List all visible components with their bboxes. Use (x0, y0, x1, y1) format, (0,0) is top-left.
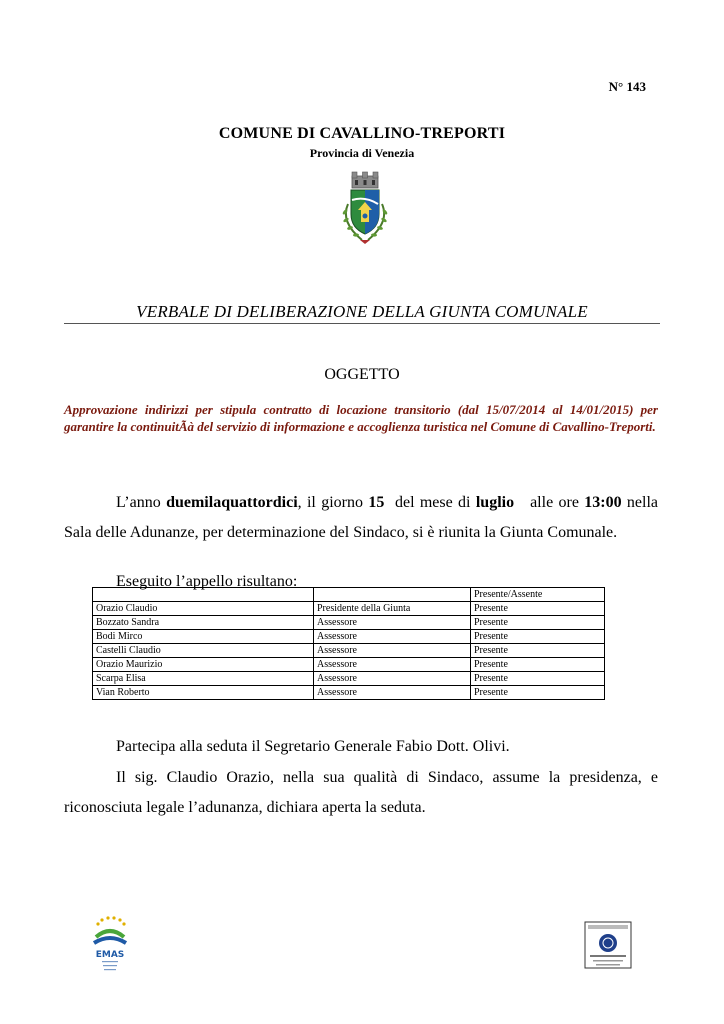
member-status: Presente (471, 658, 605, 672)
session-day: 15 (368, 494, 385, 511)
segretario-paragraph: Partecipa alla seduta il Segretario Generale Fabio Dott. Olivi. (116, 738, 510, 755)
certification-seal-icon (584, 921, 632, 969)
emas-label: EMAS (95, 950, 125, 960)
header-cell-status: Presente/Assente (471, 588, 605, 602)
coat-of-arms-icon (334, 170, 396, 250)
member-status: Presente (471, 630, 605, 644)
title-divider (64, 323, 660, 324)
member-name: Vian Roberto (93, 686, 314, 700)
table-row (93, 616, 605, 630)
verbale-title: VERBALE DI DELIBERAZIONE DELLA GIUNTA COMUNALE (136, 302, 588, 321)
table-row (93, 686, 605, 700)
oggetto-heading: OGGETTO (324, 366, 400, 383)
table-row (93, 644, 605, 658)
session-year: duemilaquattordici (166, 494, 298, 511)
session-month: luglio (475, 494, 515, 511)
member-role: Assessore (314, 644, 471, 658)
province-name: Provincia di Venezia (309, 146, 415, 160)
member-status: Presente (471, 686, 605, 700)
member-name: Bozzato Sandra (93, 616, 314, 630)
member-status: Presente (471, 602, 605, 616)
attendance-table (92, 587, 605, 700)
table-row (93, 602, 605, 616)
member-role: Assessore (314, 630, 471, 644)
emas-logo-icon (88, 915, 132, 977)
presidenza-paragraph: Il sig. Claudio Orazio, nella sua qualità di Sindaco, assume la presidenza, e riconosciuta legale l’adunanza, dichiara aperta la seduta. (64, 769, 658, 816)
member-name: Scarpa Elisa (93, 672, 314, 686)
member-role: Presidente della Giunta (314, 602, 471, 616)
session-paragraph: L’anno duemilaquattordici, il giorno 15 del mese di luglio alle ore 13:00 nella Sala delle Adunanze, per determinazione del Sindaco, si è riunita la Giunta Comunale. (64, 494, 659, 541)
member-role: Assessore (314, 672, 471, 686)
member-status: Presente (471, 672, 605, 686)
member-name: Castelli Claudio (93, 644, 314, 658)
member-role: Assessore (314, 658, 471, 672)
member-name: Bodi Mirco (93, 630, 314, 644)
header-cell-name (93, 588, 314, 602)
member-name: Orazio Maurizio (93, 658, 314, 672)
appello-intro: Eseguito l’appello risultano: (116, 573, 298, 590)
session-time: 13:00 (584, 494, 622, 511)
member-role: Assessore (314, 686, 471, 700)
oggetto-text: Approvazione indirizzi per stipula contratto di locazione transitorio (dal 15/07/2014 al 14/01/2015) per garantire la continuitÃà del servizio di informazione e accoglienza turistica nel Comune di Cavallino-Treporti. (64, 402, 658, 434)
table-row (93, 658, 605, 672)
member-status: Presente (471, 644, 605, 658)
member-role: Assessore (314, 616, 471, 630)
member-status: Presente (471, 616, 605, 630)
document-number: N° 143 (608, 79, 646, 94)
table-row (93, 672, 605, 686)
municipality-name: COMUNE DI CAVALLINO-TREPORTI (218, 125, 506, 142)
header-cell-role (314, 588, 471, 602)
table-row (93, 630, 605, 644)
member-name: Orazio Claudio (93, 602, 314, 616)
attendance-header-row (93, 588, 605, 602)
